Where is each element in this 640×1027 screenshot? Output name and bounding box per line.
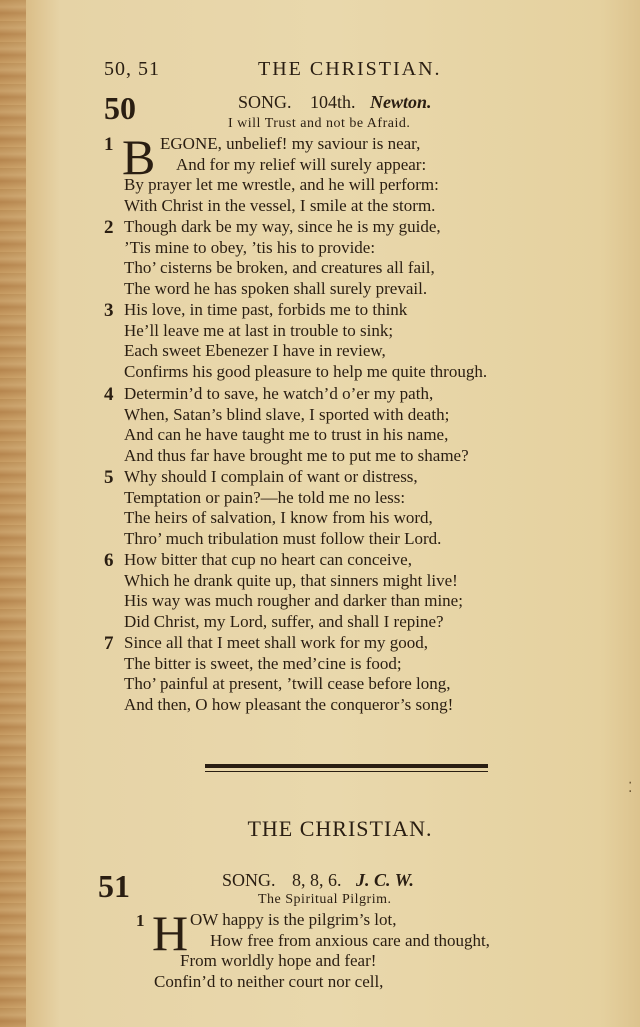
composer: Newton. [370, 92, 432, 112]
stanza-line: Thro’ much tribulation must follow their Lord. [124, 528, 442, 548]
hymn-number-51: 51 [98, 868, 130, 904]
song-label: SONG. [222, 870, 276, 890]
composer: J. C. W. [356, 870, 414, 890]
stanza-5 [104, 467, 604, 549]
stanza-line: Why should I complain of want or distress, [124, 467, 418, 486]
stanza-line: By prayer let me wrestle, and he will perform: [124, 175, 439, 194]
stanza-line: From worldly hope and fear! [180, 951, 377, 970]
stanza-4 [104, 384, 604, 466]
running-title: THE CHRISTIAN. [258, 58, 442, 80]
stanza-line: EGONE, unbelief! my saviour is near, [160, 134, 421, 153]
stanza-line: And then, O how pleasant the conqueror’s song! [124, 694, 454, 714]
stanza-line: With Christ in the vessel, I smile at the storm. [124, 195, 436, 215]
stanza-number: 3 [104, 300, 114, 321]
song-label: SONG. [238, 92, 292, 112]
stanza-line: ’Tis mine to obey, ’tis his to provide: [124, 237, 376, 257]
stanza-line: How free from anxious care and thought, [210, 930, 490, 950]
stanza-1 [104, 129, 604, 216]
stanza-number: 5 [104, 467, 114, 488]
page-spine-edge [0, 0, 26, 1027]
stanza-number: 6 [104, 550, 114, 571]
stanza-line: The bitter is sweet, the med’cine is food; [124, 653, 402, 673]
section-title: THE CHRISTIAN. [247, 816, 433, 841]
stanza-line: His love, in time past, forbids me to think [124, 300, 408, 319]
stanza-line: Confin’d to neither court nor cell, [154, 971, 384, 991]
stanza-line: When, Satan’s blind slave, I sported with death; [124, 404, 450, 424]
hymn-50-subtitle: I will Trust and not be Afraid. [228, 116, 411, 131]
stanza-number: 7 [104, 633, 114, 654]
hymn-51-stanza-1 [136, 905, 636, 992]
stanza-line: Tho’ cisterns be broken, and creatures all fail, [124, 258, 435, 277]
stanza-number: 2 [104, 217, 114, 238]
stanza-line: The word he has spoken shall surely prevail. [124, 278, 428, 298]
hymn-50-meta [238, 92, 432, 113]
stanza-line: And can he have taught me to trust in his name, [124, 425, 449, 444]
stanza-line: His way was much rougher and darker than mine; [124, 591, 463, 610]
stanza-3 [104, 300, 604, 382]
stanza-line: OW happy is the pilgrim’s lot, [190, 910, 397, 929]
stanza-line: Each sweet Ebenezer I have in review, [124, 341, 386, 360]
stanza-line: Determin’d to save, he watch’d o’er my path, [124, 384, 434, 403]
margin-mark: ⁚ [628, 781, 633, 796]
stanza-line: The heirs of salvation, I know from his word, [124, 508, 433, 527]
stanza-number: 1 [104, 134, 114, 155]
stanza-line: And thus far have brought me to put me to shame? [124, 445, 469, 465]
page-numbers: 50, 51 [104, 58, 160, 80]
stanza-line: He’ll leave me at last in trouble to sink; [124, 320, 394, 340]
hymn-number-50: 50 [104, 90, 136, 126]
stanza-number: 1 [136, 911, 145, 930]
stanza-line: Though dark be my way, since he is my guide, [124, 217, 441, 236]
stanza-7 [104, 633, 604, 715]
stanza-line: And for my relief will surely appear: [176, 154, 427, 174]
stanza-line: Tho’ painful at present, ’twill cease before long, [124, 674, 451, 693]
stanza-line: Confirms his good pleasure to help me quite through. [124, 361, 488, 381]
running-header [104, 58, 584, 86]
stanza-line: Since all that I meet shall work for my good, [124, 633, 429, 652]
stanza-2 [104, 217, 604, 299]
stanza-number: 4 [104, 384, 114, 405]
stanza-6 [104, 550, 604, 632]
drop-cap: B [122, 129, 156, 185]
stanza-line: How bitter that cup no heart can conceive, [124, 550, 412, 569]
stanza-line: Did Christ, my Lord, suffer, and shall I repine? [124, 611, 444, 631]
hymn-51-subtitle: The Spiritual Pilgrim. [258, 892, 392, 907]
meter: 104th. [310, 92, 356, 112]
drop-cap: H [152, 905, 189, 961]
stanza-line: Which he drank quite up, that sinners might live! [124, 570, 458, 590]
hymn-51-meta [222, 870, 414, 891]
meter: 8, 8, 6. [292, 870, 342, 890]
section-divider [205, 764, 488, 772]
stanza-line: Temptation or pain?—he told me no less: [124, 487, 406, 507]
